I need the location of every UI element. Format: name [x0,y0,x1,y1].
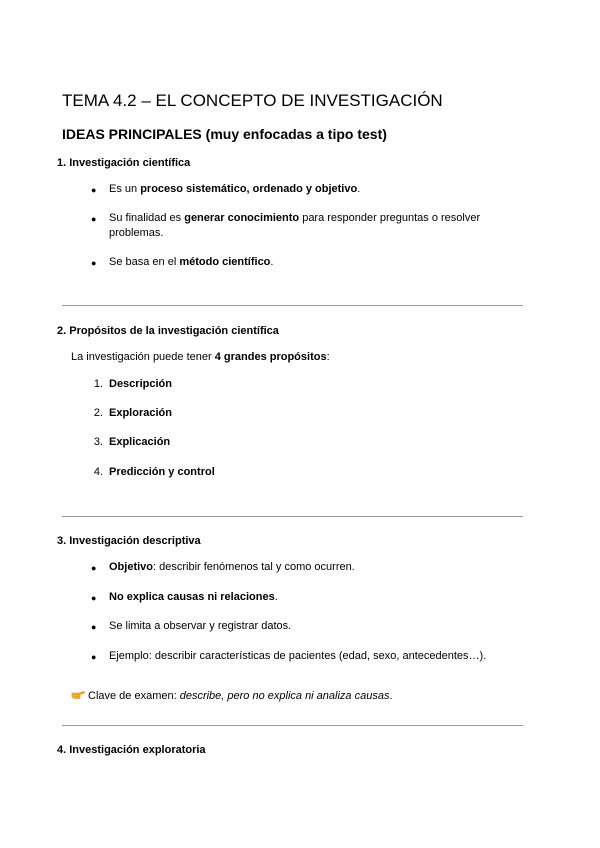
section-4-heading: 4. Investigación exploratoria [57,744,206,756]
list-item: Objetivo: describir fenómenos tal y como ocurren. [109,561,355,573]
bullet: ● [91,214,97,224]
document-subtitle: IDEAS PRINCIPALES (muy enfocadas a tipo test) [62,126,387,142]
list-item: Se limita a observar y registrar datos. [109,620,292,632]
list-number: 3. [93,436,103,448]
divider [62,725,523,726]
section-2-heading: 2. Propósitos de la investigación científica [57,325,279,337]
list-number: 2. [93,407,103,419]
purpose-description: Descripción [109,378,172,390]
bullet: ● [91,563,97,573]
bullet: ● [91,652,97,662]
section-1-heading: 1. Investigación científica [57,157,191,169]
bullet: ● [91,593,97,603]
divider [62,305,523,306]
list-item: Se basa en el método científico. [109,256,274,268]
list-number: 4. [93,466,103,478]
bullet: ● [91,622,97,632]
purpose-exploration: Exploración [109,407,172,419]
purpose-explanation: Explicación [109,436,171,448]
document-title: TEMA 4.2 – EL CONCEPTO DE INVESTIGACIÓN [62,91,443,110]
bullet: ● [91,185,97,195]
divider [62,516,523,517]
list-item: Ejemplo: describir características de pacientes (edad, sexo, antecedentes…). [109,650,487,662]
exam-key-note: Clave de examen: describe, pero no explica ni analiza causas. [71,689,393,702]
purpose-prediction-control: Predicción y control [109,466,215,478]
section-3-heading: 3. Investigación descriptiva [57,535,201,547]
list-item: Es un proceso sistemático, ordenado y objetivo. [109,183,361,195]
list-item: Su finalidad es generar conocimiento para responder preguntas o resolver problemas. [109,212,481,239]
list-item: No explica causas ni relaciones. [109,591,278,603]
pointing-hand-icon [71,689,85,700]
list-number: 1. [93,378,103,390]
section-2-intro: La investigación puede tener 4 grandes propósitos: [71,351,330,363]
bullet: ● [91,258,97,268]
